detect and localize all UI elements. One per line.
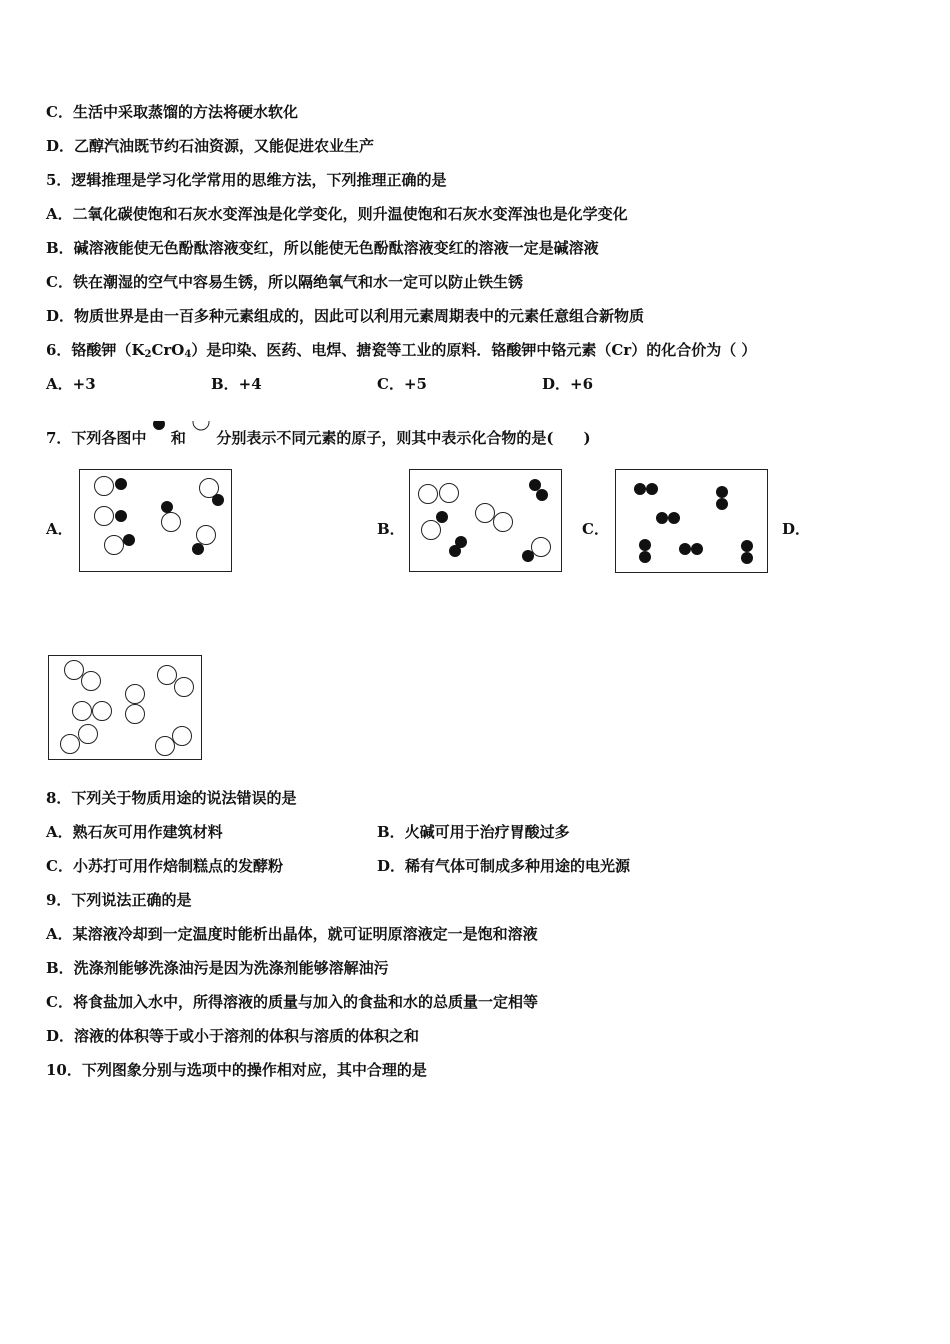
black-atom-icon	[741, 552, 753, 564]
white-atom-icon	[175, 678, 194, 697]
q5-option-d: D．物质世界是由一百多种元素组成的，因此可以利用元素周期表中的元素任意组合新物质	[46, 307, 645, 325]
black-atom-icon	[691, 543, 703, 555]
q7-text-post: 分别表示不同元素的原子，则其中表示化合物的是( )	[216, 429, 591, 447]
black-atom-icon	[634, 483, 646, 495]
question-8: 8．下列关于物质用途的说法错误的是	[46, 789, 297, 807]
white-atom-icon	[93, 702, 112, 721]
white-atom-icon	[126, 705, 145, 724]
white-atom-icon	[65, 661, 84, 680]
black-atom-icon	[536, 489, 548, 501]
white-atom-icon	[173, 727, 192, 746]
black-atom-icon	[529, 479, 541, 491]
q9-option-d: D．溶液的体积等于或小于溶剂的体积与溶质的体积之和	[46, 1027, 420, 1045]
white-atom-icon	[422, 521, 441, 540]
question-5: 5．逻辑推理是学习化学常用的思维方法，下列推理正确的是	[46, 171, 447, 189]
q7-label-a: A．	[46, 520, 73, 538]
white-atom-icon	[158, 666, 177, 685]
black-atom-icon	[115, 478, 127, 490]
q8-option-c: C．小苏打可用作焙制糕点的发酵粉	[46, 857, 283, 875]
black-atom-icon	[152, 421, 166, 445]
q7-text-and: 和	[170, 429, 186, 447]
white-atom-icon	[156, 737, 175, 756]
white-atom-icon	[532, 538, 551, 557]
white-atom-icon	[494, 513, 513, 532]
black-atom-icon	[436, 511, 448, 523]
black-atom-icon	[646, 483, 658, 495]
q7-label-c: C．	[582, 520, 609, 538]
q8-option-d: D．稀有气体可制成多种用途的电光源	[377, 857, 631, 875]
q6-option-a: A．+3	[46, 375, 96, 393]
black-atom-icon	[716, 498, 728, 510]
black-atom-icon	[639, 539, 651, 551]
question-9: 9．下列说法正确的是	[46, 891, 192, 909]
white-atom-icon	[73, 702, 92, 721]
q9-option-b: B．洗涤剂能够洗涤油污是因为洗涤剂能够溶解油污	[46, 959, 389, 977]
q9-option-a: A．某溶液冷却到一定温度时能析出晶体，就可证明原溶液定一是饱和溶液	[46, 925, 538, 943]
q7-diagram-c	[615, 469, 768, 573]
black-atom-icon	[679, 543, 691, 555]
white-atom-icon	[197, 526, 216, 545]
q6-text-mid: CrO	[151, 341, 185, 359]
q6-sub-k: 2	[144, 349, 152, 360]
black-atom-icon	[123, 534, 135, 546]
white-atom-icon	[79, 725, 98, 744]
q7-diagram-b	[409, 469, 562, 572]
question-7	[46, 421, 591, 448]
black-atom-icon	[656, 512, 668, 524]
black-atom-icon	[161, 501, 173, 513]
question-6	[46, 340, 756, 360]
black-atom-icon	[192, 543, 204, 555]
black-atom-icon	[668, 512, 680, 524]
white-atom-icon	[476, 504, 495, 523]
white-atom-icon	[95, 477, 114, 496]
white-atom-icon	[191, 421, 211, 445]
black-atom-icon	[212, 494, 224, 506]
diagram-a-molecules	[80, 470, 231, 571]
white-atom-icon	[126, 685, 145, 704]
black-atom-icon	[741, 540, 753, 552]
q5-option-a: A．二氧化碳使饱和石灰水变浑浊是化学变化，则升温使饱和石灰水变浑浊也是化学变化	[46, 205, 628, 223]
q6-option-b: B．+4	[211, 375, 262, 393]
white-atom-icon	[440, 484, 459, 503]
q8-option-a: A．熟石灰可用作建筑材料	[46, 823, 223, 841]
q6-text-pre: 6．铬酸钾（K	[46, 341, 145, 359]
diagram-b-mixture	[410, 470, 561, 571]
q9-option-c: C．将食盐加入水中，所得溶液的质量与加入的食盐和水的总质量一定相等	[46, 993, 538, 1011]
black-atom-icon	[639, 551, 651, 563]
q6-sub-o: 4	[184, 349, 192, 360]
question-10: 10．下列图象分别与选项中的操作相对应，其中合理的是	[46, 1061, 427, 1079]
white-atom-icon	[419, 485, 438, 504]
diagram-c-element	[616, 470, 767, 572]
black-atom-icon	[115, 510, 127, 522]
line-c-hard-water: C．生活中采取蒸馏的方法将硬水软化	[46, 103, 298, 121]
q6-text-post: ）是印染、医药、电焊、搪瓷等工业的原料．铬酸钾中铬元素（Cr）的化合价为（ ）	[191, 341, 757, 359]
q5-option-c: C．铁在潮湿的空气中容易生锈，所以隔绝氧气和水一定可以防止铁生锈	[46, 273, 523, 291]
q7-diagram-d	[48, 655, 202, 760]
white-atom-icon	[82, 672, 101, 691]
white-atom-icon	[61, 735, 80, 754]
q7-label-d: D．	[782, 520, 811, 538]
diagram-d-element	[49, 656, 201, 759]
q8-option-b: B．火碱可用于治疗胃酸过多	[377, 823, 570, 841]
q7-text-pre: 7．下列各图中	[46, 429, 147, 447]
q6-option-c: C．+5	[377, 375, 427, 393]
white-atom-icon	[162, 513, 181, 532]
black-atom-icon	[716, 486, 728, 498]
black-atom-icon	[522, 550, 534, 562]
q5-option-b: B．碱溶液能使无色酚酞溶液变红，所以能使无色酚酞溶液变红的溶液一定是碱溶液	[46, 239, 599, 257]
white-atom-icon	[95, 507, 114, 526]
q6-option-d: D．+6	[542, 375, 594, 393]
black-atom-icon	[449, 545, 461, 557]
q7-label-b: B．	[377, 520, 405, 538]
q7-diagram-a	[79, 469, 232, 572]
line-d-ethanol: D．乙醇汽油既节约石油资源，又能促进农业生产	[46, 137, 375, 155]
white-atom-icon	[105, 536, 124, 555]
